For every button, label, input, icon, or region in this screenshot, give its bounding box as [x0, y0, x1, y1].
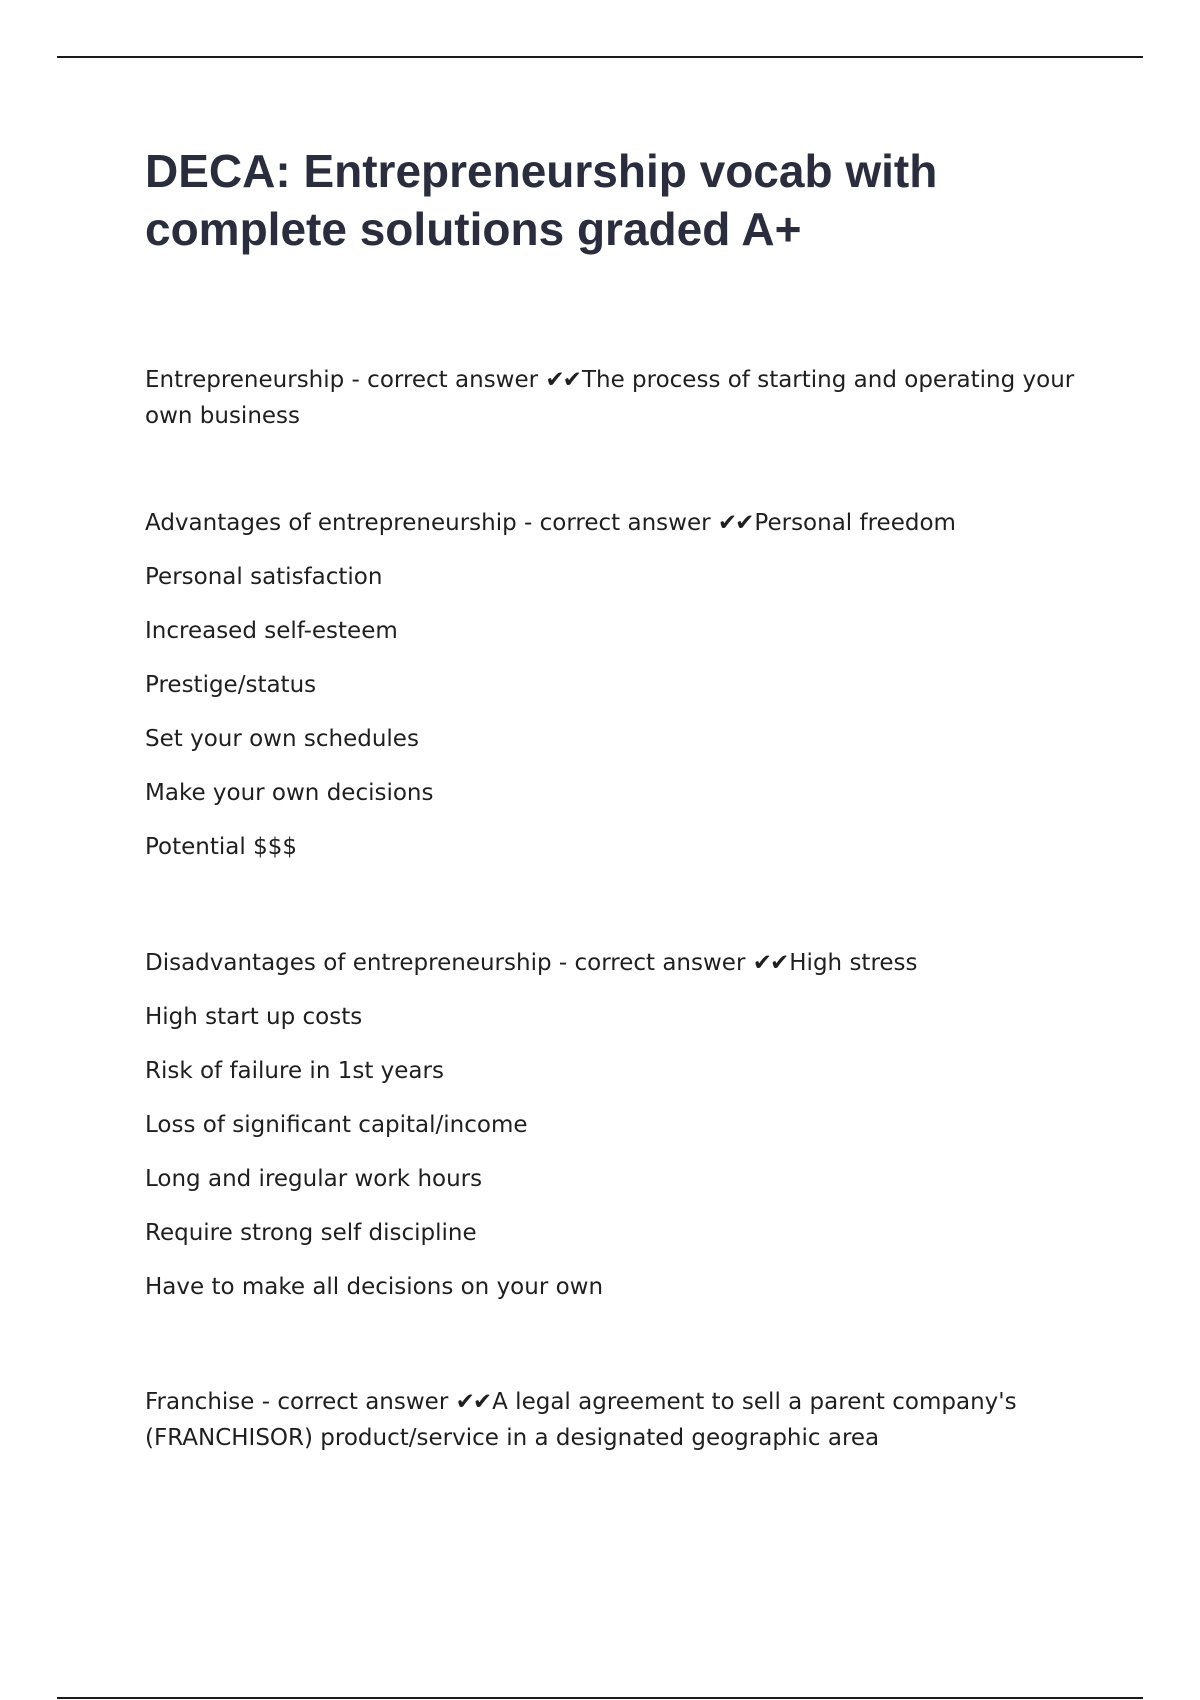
check-icon: ✔✔: [455, 1389, 491, 1415]
list-item: Require strong self discipline: [145, 1220, 477, 1246]
bottom-rule: [57, 1697, 1143, 1699]
entry-answer: High stress: [789, 950, 918, 976]
check-icon: ✔✔: [545, 367, 580, 393]
list-item: Potential $$$: [145, 834, 297, 860]
list-item: Long and iregular work hours: [145, 1166, 483, 1192]
entry-answer: Personal freedom: [754, 510, 956, 536]
entry-franchise: [145, 1384, 1105, 1456]
entry-answer: The process of starting and operating your own business: [145, 367, 1075, 429]
list-item: Have to make all decisions on your own: [145, 1274, 604, 1300]
entry-separator: - correct answer: [254, 1389, 456, 1415]
list-item: Make your own decisions: [145, 780, 434, 806]
entry-lead: [145, 1384, 1105, 1456]
check-icon: ✔✔: [717, 510, 753, 536]
list-item: High start up costs: [145, 1004, 363, 1030]
list-item: Increased self-esteem: [145, 618, 398, 644]
check-icon: ✔✔: [752, 950, 788, 976]
list-item: Loss of significant capital/income: [145, 1112, 528, 1138]
entry-separator: - correct answer: [344, 367, 546, 393]
entry-separator: - correct answer: [551, 950, 753, 976]
list-item: Set your own schedules: [145, 726, 419, 752]
entry-lead: [145, 496, 1105, 550]
entry-entrepreneurship: [145, 362, 1105, 434]
top-rule: [57, 56, 1143, 58]
entry-lead: [145, 936, 1105, 990]
page-title: DECA: Entrepreneurship vocab with complete solutions graded A+: [145, 145, 938, 255]
entry-term: Franchise: [145, 1389, 255, 1415]
entry-answer: A legal agreement to sell a parent company's (FRANCHISOR) product/service in a designated geographic area: [145, 1389, 1017, 1451]
entry-advantages: [145, 496, 1105, 874]
entry-lead: [145, 362, 1105, 434]
entry-term: Entrepreneurship: [145, 367, 345, 393]
entry-term: Disadvantages of entrepreneurship: [145, 950, 552, 976]
document-body: [145, 362, 1105, 1526]
entry-separator: - correct answer: [516, 510, 718, 536]
list-item: Risk of failure in 1st years: [145, 1058, 444, 1084]
entry-term: Advantages of entrepreneurship: [145, 510, 517, 536]
list-item: Prestige/status: [145, 672, 317, 698]
entry-disadvantages: [145, 936, 1105, 1314]
list-item: Personal satisfaction: [145, 564, 383, 590]
